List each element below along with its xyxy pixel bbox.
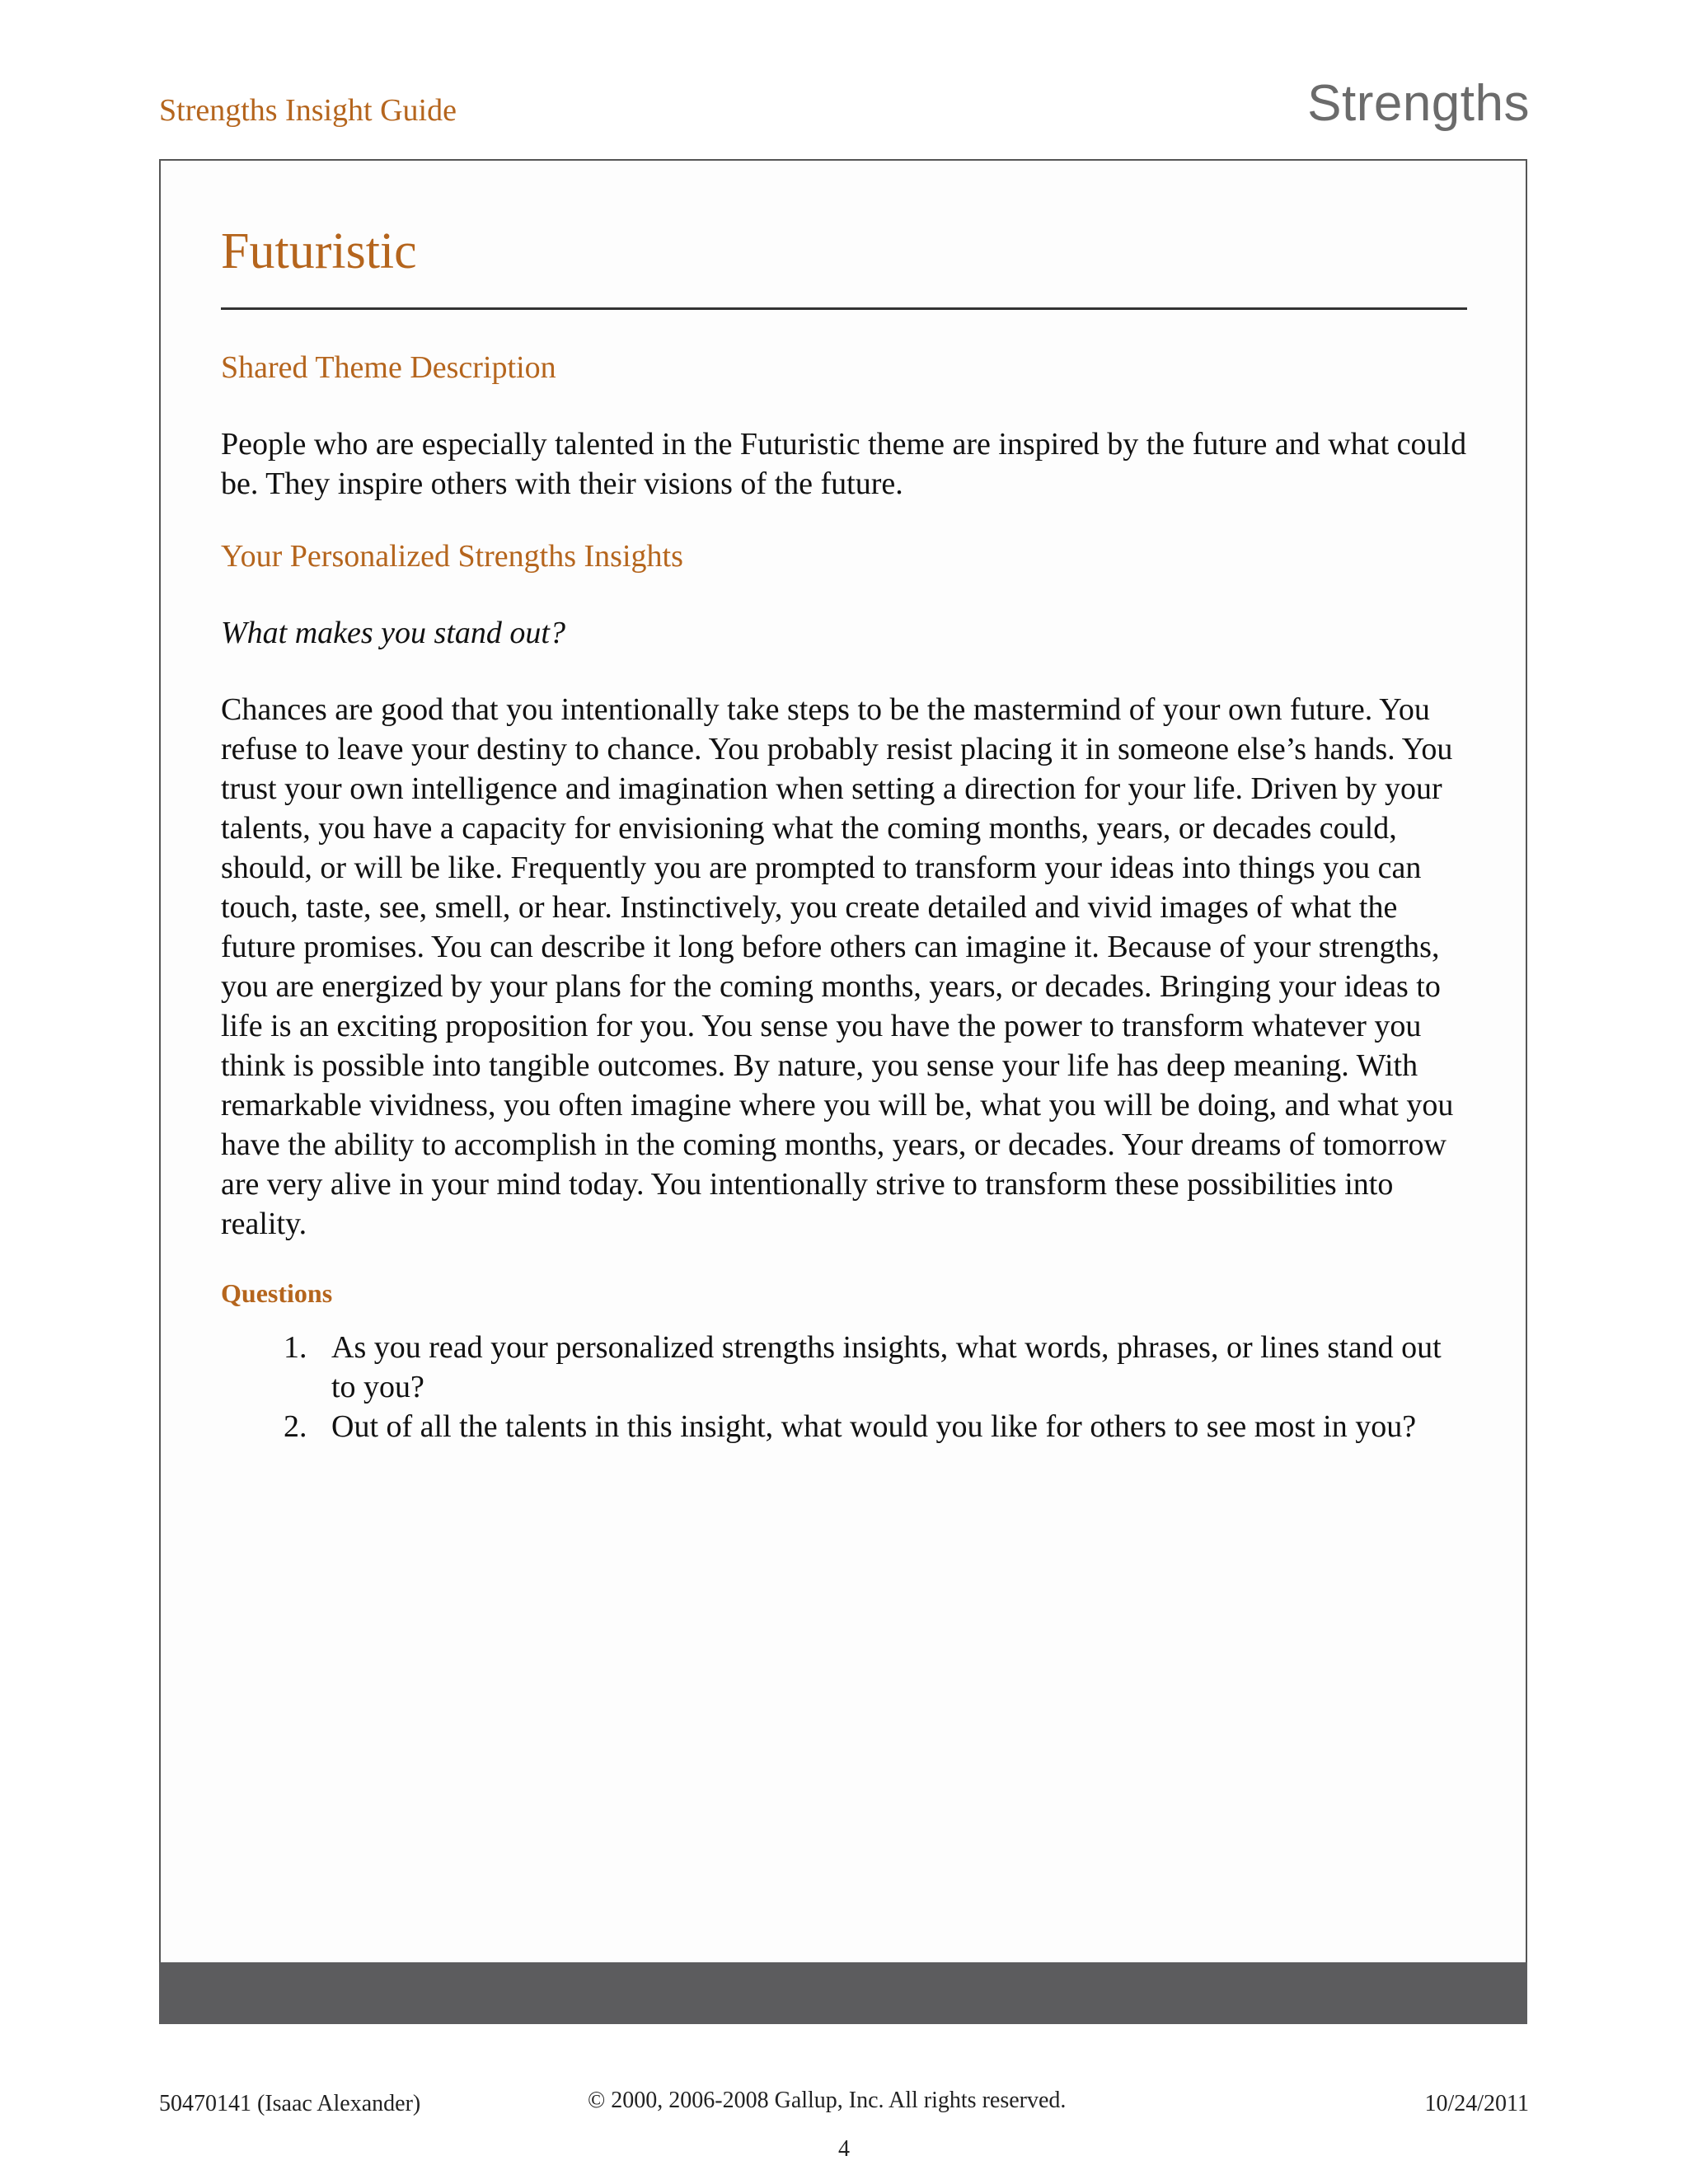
personalized-insight-text: Chances are good that you intentionally take steps to be the mastermind of your own future. You refuse to leave your destiny to chance. You probably resist placing it in someone else’s hands. You trust your own intelligence and imagination when setting a direction for your life. Driven by your talents, you have a capacity for envisioning what the coming months, years, or decades could, should, or will be like. Frequently you are prompted to transform your ideas into things you can touch, taste, see, smell, or hear. Instinctively, you create detailed and vivid images of what the future promises. You can describe it long before others can imagine it. Because of your strengths, you are energized by your plans for the coming months, years, or decades. Bringing your ideas to life is an exciting proposition for you. You sense you have the power to transform whatever you think is possible into tangible outcomes. By nature, you sense your life has deep meaning. With remarkable vividness, you often imagine where you will be, what you will be doing, and what you have the ability to accomplish in the coming months, years, or decades. Your dreams of tomorrow are very alive in your mind today. You intentionally strive to transform these possibilities into reality.: [221, 692, 1454, 1241]
question-number: 2.: [284, 1409, 307, 1444]
personalized-insights-heading: Your Personalized Strengths Insights: [221, 539, 683, 574]
footer-date: 10/24/2011: [1424, 2091, 1529, 2116]
page-number: 4: [838, 2136, 850, 2162]
guide-title: Strengths Insight Guide: [159, 93, 457, 128]
frame-bottom-bar: [159, 1962, 1527, 2024]
shared-theme-text: People who are especially talented in the Futuristic theme are inspired by the future and what could be. They inspire others with their visions of the future.: [221, 427, 1467, 501]
question-number: 1.: [284, 1330, 307, 1365]
footer-copyright: © 2000, 2006-2008 Gallup, Inc. All rights reserved.: [588, 2088, 1067, 2113]
footer-user-id: 50470141 (Isaac Alexander): [159, 2091, 421, 2116]
main-content: [221, 218, 1467, 1446]
question-text: As you read your personalized strengths insights, what words, phrases, or lines stand out to you?: [331, 1330, 1442, 1404]
title-divider: [221, 307, 1467, 310]
question-item: [221, 1328, 1467, 1407]
question-text: Out of all the talents in this insight, what would you like for others to see most in you?: [331, 1409, 1417, 1444]
shared-theme-heading: Shared Theme Description: [221, 350, 556, 385]
question-item: [221, 1407, 1467, 1446]
theme-title: Futuristic: [221, 223, 417, 279]
questions-heading: Questions: [221, 1278, 333, 1308]
brand-logo-text: Strengths: [1307, 75, 1530, 132]
stand-out-question: What makes you stand out?: [221, 616, 565, 650]
questions-list: [221, 1328, 1467, 1446]
